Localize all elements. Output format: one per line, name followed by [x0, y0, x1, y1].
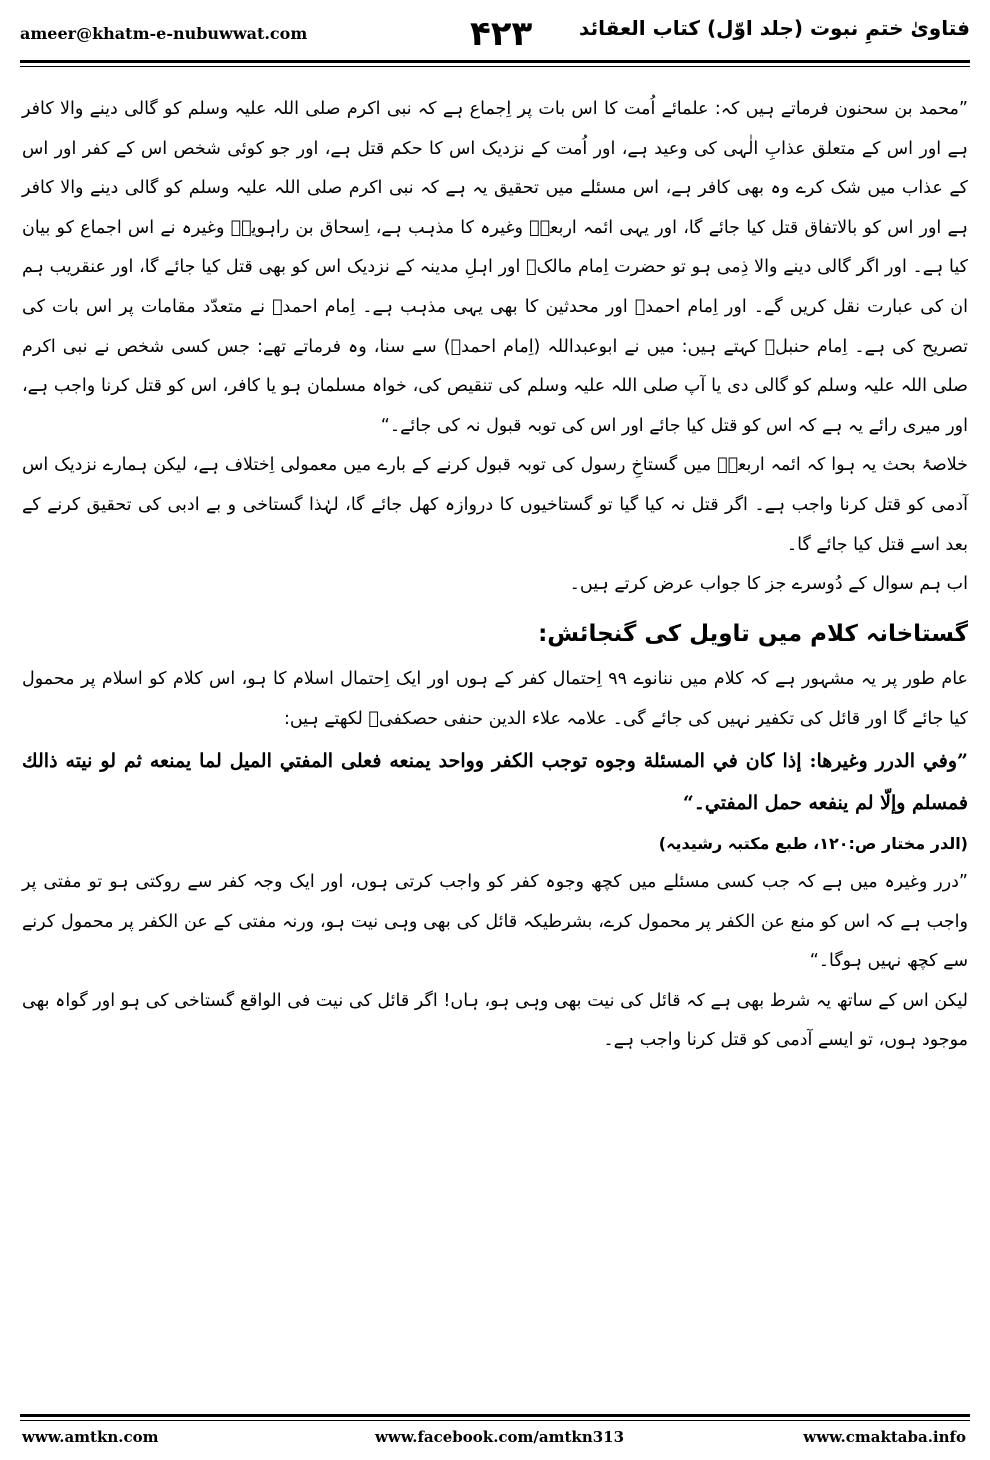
condition-paragraph: لیکن اس کے ساتھ یہ شرط بھی ہے کہ قائل کی نیت بھی وہی ہو، ہاں! اگر قائل کی نیت فی الواقع گستاخی کی ہو اور گواہ بھی موجود ہوں، تو ایسے آدمی کو قتل کرنا واجب ہے۔	[22, 990, 968, 1051]
arabic-quote: ”وفي الدرر وغيرها: إذا كان في المسئلة وجوه توجب الكفر وواحد يمنعه فعلى المفتي الميل لما يمنعه ثم لو نيته ذالك فمسلم وإلّا لم ينفعه حمل المفتي۔“	[22, 749, 968, 814]
footer-link-amtkn[interactable]: www.amtkn.com	[22, 1428, 159, 1446]
footer-rule-thick	[20, 1414, 970, 1417]
footer-link-facebook[interactable]: www.facebook.com/amtkn313	[375, 1428, 625, 1446]
section-heading: گستاخانہ کلام میں تاویل کی گنجائش:	[538, 620, 968, 647]
summary-paragraph: خلاصۂ بحث یہ ہوا کہ ائمہ اربعہؒ میں گستاخِ رسول کی توبہ قبول کرنے کے بارے میں معمولی اِختلاف ہے، لیکن ہمارے نزدیک اس آدمی کو قتل کرنا واجب ہے۔ اگر قتل نہ کیا گیا تو گستاخیوں کا دروازہ کھل جائے گا، لہٰذا گستاخی و بے ادبی کی تحقیق کرنے کے بعد اسے قتل کیا جائے گا۔	[22, 455, 968, 555]
translation-quote: ”درر وغیرہ میں ہے کہ جب کسی مسئلے میں کچھ وجوہ کفر کو واجب کرتی ہوں، اور ایک وجہ کفر سے روکتی ہو تو مفتی پر واجب ہے کہ اس کو منع عن الکفر پر محمول کرے، بشرطیکہ قائل کی بھی وہی نیت ہو، ورنہ مفتی کے عن الکفر پر محمول کرنے سے کچھ نہیں ہوگا۔“	[22, 872, 968, 972]
footer-rule-thin	[20, 1420, 970, 1421]
header-rule-thin	[20, 66, 970, 67]
book-title: فتاویٰ ختمِ نبوت (جلد اوّل) کتاب العقائد	[579, 16, 970, 40]
page-number: ۴۲۳	[470, 14, 533, 54]
footer-link-cmaktaba[interactable]: www.cmaktaba.info	[803, 1428, 966, 1446]
quote-muhammad-bin-sahnun: ”محمد بن سحنون فرماتے ہیں کہ: علمائے اُمت کا اس بات پر اِجماع ہے کہ نبی اکرم صلی اللہ علیہ وسلم کو گالی دینے والا کافر ہے اور اس کے متعلق عذابِ الٰہی کی وعید ہے، اور اُمت کے نزدیک اس کا حکم قتل ہے، اور جو کوئی شخص اس کے کفر اور اس کے عذاب میں شک کرے وہ بھی کافر ہے، اس مسئلے میں تحقیق یہ ہے کہ نبی اکرم صلی اللہ علیہ وسلم کو گالی دینے والا کافر ہے اور اس کو بالاتفاق قتل کیا جائے گا، اور یہی ائمہ اربعہؒ وغیرہ کا مذہب ہے، اِسحاق بن راہویہؒ وغیرہ نے اس اجماع کو بیان کیا ہے۔ اور اگر گالی دینے والا ذِمی ہو تو حضرت اِمام مالکؒ اور اہلِ مدینہ کے نزدیک اس کو بھی قتل کیا جائے گا، اور عنقریب ہم ان کی عبارت نقل کریں گے۔ اور اِمام احمدؒ اور محدثین کا بھی یہی مذہب ہے۔ اِمام احمدؒ نے متعدّد مقامات پر اس بات کی تصریح کی ہے۔ اِمام حنبلؒ کہتے ہیں: میں نے ابوعبداللہ (اِمام احمدؒ) سے سنا، وہ فرماتے تھے: جس کسی شخص نے نبی اکرم صلی اللہ علیہ وسلم کو گالی دی یا آپ صلی اللہ علیہ وسلم کی تنقیص کی، خواہ مسلمان ہو یا کافر، اس کو قتل کرنا واجب ہے، اور میری رائے یہ ہے کہ اس کو قتل کیا جائے اور اس کی توبہ قبول نہ کی جائے۔“	[22, 99, 968, 436]
reference-citation: (الدر مختار ص:۱۲۰، طبع مکتبہ رشیدیہ)	[658, 833, 968, 853]
transition-paragraph: اب ہم سوال کے دُوسرے جز کا جواب عرض کرتے ہیں۔	[569, 574, 968, 595]
page-footer	[0, 1428, 990, 1456]
header-email: ameer@khatm-e-nubuwwat.com	[20, 24, 308, 43]
interpretation-paragraph: عام طور پر یہ مشہور ہے کہ کلام میں ننانوے ۹۹ اِحتمال کفر کے ہوں اور ایک اِحتمال اسلام کا ہو، اس کلام کو اسلام پر محمول کیا جائے گا اور قائل کی تکفیر نہیں کی جائے گی۔ علامہ علاء الدین حنفی حصکفیؒ لکھتے ہیں:	[22, 669, 968, 729]
page-content	[22, 90, 968, 1061]
header-rule-thick	[20, 60, 970, 63]
